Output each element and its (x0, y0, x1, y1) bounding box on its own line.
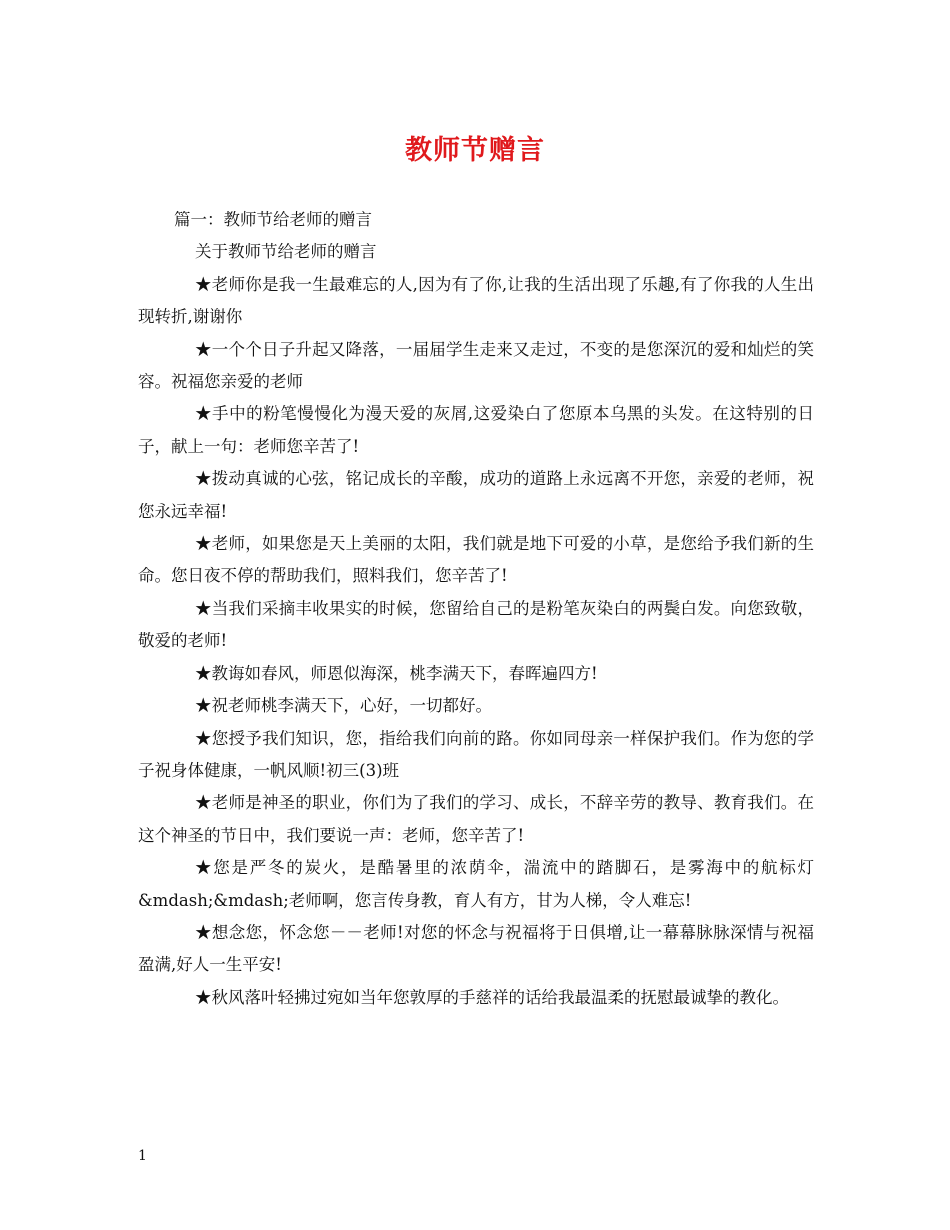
section-heading: 篇一：教师节给老师的赠言 (174, 210, 372, 229)
page-number: 1 (138, 1148, 147, 1164)
paragraph: ★教诲如春风，师恩似海深，桃李满天下，春晖遍四方! (195, 663, 598, 683)
paragraph: ★老师是神圣的职业，你们为了我们的学习、成长，不辞辛劳的教导、教育我们。在这个神圣的节日中，我们要说一声：老师，您辛苦了! (138, 793, 814, 845)
paragraph: ★您是严冬的炭火，是酷暑里的浓荫伞，湍流中的踏脚石，是雾海中的航标灯&mdash;&mdash;老师啊，您言传身教，育人有方，甘为人梯，令人难忘! (138, 858, 814, 910)
paragraph: ★老师你是我一生最难忘的人,因为有了你,让我的生活出现了乐趣,有了你我的人生出现转折,谢谢你 (138, 274, 814, 327)
paragraph: ★祝老师桃李满天下，心好，一切都好。 (195, 696, 492, 716)
document-title: 教师节赠言 (405, 135, 545, 166)
paragraph: ★想念您，怀念您－－老师!对您的怀念与祝福将于日俱增,让一幕幕脉脉深情与祝福盈满,好人一生平安! (138, 922, 814, 975)
paragraph: ★当我们采摘丰收果实的时候，您留给自己的是粉笔灰染白的两鬓白发。向您致敬，敬爱的老师! (138, 598, 814, 651)
document-body (138, 204, 814, 1014)
paragraph: ★拨动真诚的心弦，铭记成长的辛酸，成功的道路上永远离不开您，亲爱的老师，祝您永远幸福! (138, 469, 814, 521)
paragraph: ★一个个日子升起又降落，一届届学生走来又走过，不变的是您深沉的爱和灿烂的笑容。祝福您亲爱的老师 (138, 339, 814, 392)
subheading: 关于教师节给老师的赠言 (195, 242, 377, 262)
paragraph: ★老师，如果您是天上美丽的太阳，我们就是地下可爱的小草，是您给予我们新的生命。您日夜不停的帮助我们，照料我们，您辛苦了! (138, 534, 814, 586)
paragraph: ★手中的粉笔慢慢化为漫天爱的灰屑,这爱染白了您原本乌黑的头发。在这特别的日子，献上一句：老师您辛苦了! (138, 404, 814, 456)
paragraph: ★您授予我们知识，您，指给我们向前的路。你如同母亲一样保护我们。作为您的学子祝身体健康，一帆风顺!初三(3)班 (138, 728, 814, 780)
paragraph: ★秋风落叶轻拂过宛如当年您敦厚的手慈祥的话给我最温柔的抚慰最诚挚的教化。 (195, 987, 789, 1007)
